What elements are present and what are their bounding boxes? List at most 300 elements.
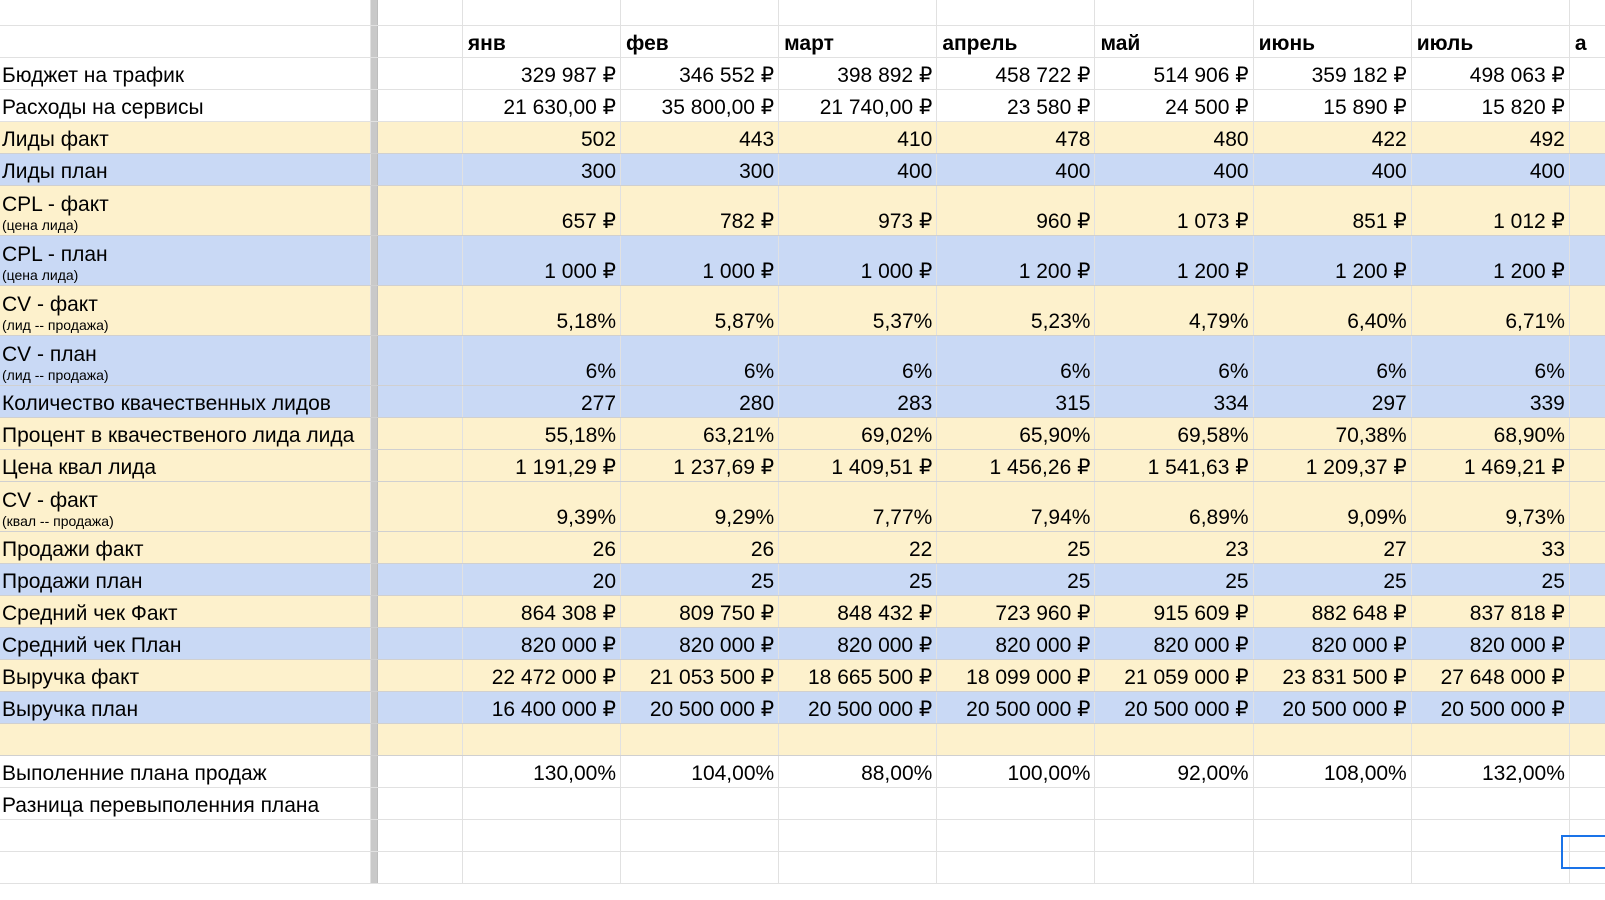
cell[interactable] bbox=[377, 335, 462, 385]
value-cell[interactable]: 915 609 ₽ bbox=[1095, 595, 1253, 627]
value-cell[interactable] bbox=[1253, 819, 1411, 851]
cell[interactable] bbox=[1569, 335, 1605, 385]
cell[interactable] bbox=[377, 57, 462, 89]
cell[interactable] bbox=[377, 185, 462, 235]
value-cell[interactable]: 6% bbox=[462, 335, 620, 385]
value-cell[interactable]: 851 ₽ bbox=[1253, 185, 1411, 235]
value-cell[interactable]: 9,39% bbox=[462, 481, 620, 531]
value-cell[interactable]: 4,79% bbox=[1095, 285, 1253, 335]
table-row bbox=[0, 235, 1605, 285]
freeze-bar bbox=[370, 285, 377, 335]
value-cell[interactable]: 498 063 ₽ bbox=[1411, 57, 1569, 89]
value-cell[interactable]: 820 000 ₽ bbox=[621, 627, 779, 659]
cell[interactable] bbox=[377, 595, 462, 627]
cell[interactable] bbox=[377, 691, 462, 723]
freeze-bar bbox=[370, 659, 377, 691]
value-cell[interactable] bbox=[937, 819, 1095, 851]
value-cell[interactable]: 23 580 ₽ bbox=[937, 89, 1095, 121]
value-cell[interactable]: 329 987 ₽ bbox=[462, 57, 620, 89]
value-cell[interactable] bbox=[1095, 851, 1253, 883]
freeze-bar bbox=[370, 417, 377, 449]
row-label[interactable] bbox=[0, 285, 370, 335]
month-header[interactable]: а bbox=[1569, 25, 1605, 57]
cell[interactable] bbox=[1569, 417, 1605, 449]
cell[interactable] bbox=[377, 89, 462, 121]
row-label-sub: (цена лида) bbox=[2, 216, 79, 233]
value-cell[interactable]: 283 bbox=[779, 385, 937, 417]
cell[interactable] bbox=[1569, 0, 1605, 25]
cell[interactable] bbox=[1569, 563, 1605, 595]
value-cell[interactable]: 20 500 000 ₽ bbox=[621, 691, 779, 723]
value-cell[interactable]: 15 820 ₽ bbox=[1411, 89, 1569, 121]
value-cell[interactable]: 21 630,00 ₽ bbox=[462, 89, 620, 121]
value-cell[interactable]: 864 308 ₽ bbox=[462, 595, 620, 627]
freeze-bar bbox=[370, 153, 377, 185]
value-cell[interactable]: 1 200 ₽ bbox=[1253, 235, 1411, 285]
row-label-main: CPL - план bbox=[2, 242, 108, 266]
cell[interactable] bbox=[1411, 0, 1569, 25]
cell[interactable] bbox=[1569, 723, 1605, 755]
freeze-bar bbox=[370, 385, 377, 417]
value-cell[interactable]: 108,00% bbox=[1253, 755, 1411, 787]
value-cell[interactable]: 1 237,69 ₽ bbox=[621, 449, 779, 481]
value-cell[interactable]: 848 432 ₽ bbox=[779, 595, 937, 627]
value-cell[interactable]: 26 bbox=[462, 531, 620, 563]
cell[interactable] bbox=[1569, 659, 1605, 691]
value-cell[interactable] bbox=[1095, 819, 1253, 851]
month-header[interactable]: июнь bbox=[1253, 25, 1411, 57]
freeze-bar bbox=[370, 57, 377, 89]
freeze-bar bbox=[370, 627, 377, 659]
freeze-bar bbox=[370, 121, 377, 153]
value-cell[interactable]: 400 bbox=[1411, 153, 1569, 185]
row-label[interactable]: Средний чек Факт bbox=[0, 595, 370, 627]
cell[interactable] bbox=[779, 0, 937, 25]
value-cell[interactable]: 7,94% bbox=[937, 481, 1095, 531]
cell[interactable] bbox=[377, 723, 462, 755]
value-cell[interactable]: 820 000 ₽ bbox=[462, 627, 620, 659]
value-cell[interactable]: 21 059 000 ₽ bbox=[1095, 659, 1253, 691]
value-cell[interactable]: 25 bbox=[1411, 563, 1569, 595]
row-label-sub: (цена лида) bbox=[2, 266, 79, 283]
row-label[interactable]: Лиды план bbox=[0, 153, 370, 185]
value-cell[interactable] bbox=[779, 819, 937, 851]
freeze-bar bbox=[370, 819, 377, 851]
value-cell[interactable]: 1 000 ₽ bbox=[462, 235, 620, 285]
row-label-sub: (лид -- продажа) bbox=[2, 366, 109, 383]
value-cell[interactable]: 20 500 000 ₽ bbox=[1411, 691, 1569, 723]
cell[interactable] bbox=[377, 851, 462, 883]
value-cell[interactable] bbox=[1253, 723, 1411, 755]
cell[interactable] bbox=[1569, 531, 1605, 563]
value-cell[interactable]: 837 818 ₽ bbox=[1411, 595, 1569, 627]
value-cell[interactable] bbox=[621, 819, 779, 851]
cell[interactable] bbox=[937, 0, 1095, 25]
value-cell[interactable]: 400 bbox=[1095, 153, 1253, 185]
value-cell[interactable]: 723 960 ₽ bbox=[937, 595, 1095, 627]
row-label[interactable]: Процент в квачественого лида лида bbox=[0, 417, 370, 449]
selected-cell[interactable] bbox=[1561, 835, 1605, 869]
value-cell[interactable]: 5,18% bbox=[462, 285, 620, 335]
value-cell[interactable]: 1 000 ₽ bbox=[779, 235, 937, 285]
row-label[interactable]: Лиды факт bbox=[0, 121, 370, 153]
value-cell[interactable]: 100,00% bbox=[937, 755, 1095, 787]
table-row bbox=[0, 153, 1605, 185]
value-cell[interactable]: 782 ₽ bbox=[621, 185, 779, 235]
value-cell[interactable]: 130,00% bbox=[462, 755, 620, 787]
value-cell[interactable]: 6% bbox=[621, 335, 779, 385]
value-cell[interactable]: 882 648 ₽ bbox=[1253, 595, 1411, 627]
value-cell[interactable]: 15 890 ₽ bbox=[1253, 89, 1411, 121]
table-row bbox=[0, 449, 1605, 481]
value-cell[interactable]: 1 191,29 ₽ bbox=[462, 449, 620, 481]
header-row bbox=[0, 25, 1605, 57]
value-cell[interactable]: 400 bbox=[1253, 153, 1411, 185]
value-cell[interactable]: 820 000 ₽ bbox=[1253, 627, 1411, 659]
value-cell[interactable] bbox=[779, 723, 937, 755]
value-cell[interactable]: 27 bbox=[1253, 531, 1411, 563]
row-label[interactable]: Средний чек План bbox=[0, 627, 370, 659]
cell[interactable] bbox=[377, 627, 462, 659]
value-cell[interactable]: 1 456,26 ₽ bbox=[937, 449, 1095, 481]
value-cell[interactable]: 458 722 ₽ bbox=[937, 57, 1095, 89]
value-cell[interactable] bbox=[462, 787, 620, 819]
row-label-main: CPL - факт bbox=[2, 192, 109, 216]
cell[interactable] bbox=[377, 417, 462, 449]
row-label[interactable] bbox=[0, 723, 370, 755]
value-cell[interactable]: 1 000 ₽ bbox=[621, 235, 779, 285]
cell[interactable] bbox=[1569, 121, 1605, 153]
value-cell[interactable] bbox=[1411, 851, 1569, 883]
value-cell[interactable]: 69,02% bbox=[779, 417, 937, 449]
cell[interactable] bbox=[621, 0, 779, 25]
value-cell[interactable]: 820 000 ₽ bbox=[1411, 627, 1569, 659]
cell[interactable] bbox=[462, 0, 620, 25]
cell[interactable] bbox=[1569, 481, 1605, 531]
value-cell[interactable]: 20 500 000 ₽ bbox=[779, 691, 937, 723]
row-label[interactable] bbox=[0, 235, 370, 285]
cell[interactable] bbox=[1095, 0, 1253, 25]
row-label-sub: (квал -- продажа) bbox=[2, 512, 114, 529]
value-cell[interactable]: 5,23% bbox=[937, 285, 1095, 335]
value-cell[interactable]: 297 bbox=[1253, 385, 1411, 417]
row-label[interactable] bbox=[0, 819, 370, 851]
value-cell[interactable]: 25 bbox=[1095, 563, 1253, 595]
month-header[interactable]: май bbox=[1095, 25, 1253, 57]
value-cell[interactable] bbox=[1095, 723, 1253, 755]
cell[interactable] bbox=[377, 787, 462, 819]
value-cell[interactable]: 1 541,63 ₽ bbox=[1095, 449, 1253, 481]
cell[interactable] bbox=[377, 121, 462, 153]
table-row bbox=[0, 285, 1605, 335]
freeze-bar bbox=[370, 185, 377, 235]
value-cell[interactable] bbox=[937, 787, 1095, 819]
cell[interactable] bbox=[1569, 57, 1605, 89]
value-cell[interactable]: 277 bbox=[462, 385, 620, 417]
value-cell[interactable]: 359 182 ₽ bbox=[1253, 57, 1411, 89]
value-cell[interactable]: 68,90% bbox=[1411, 417, 1569, 449]
value-cell[interactable] bbox=[462, 851, 620, 883]
value-cell[interactable]: 69,58% bbox=[1095, 417, 1253, 449]
value-cell[interactable] bbox=[462, 723, 620, 755]
freeze-bar bbox=[370, 691, 377, 723]
value-cell[interactable]: 1 200 ₽ bbox=[1095, 235, 1253, 285]
row-label[interactable] bbox=[0, 185, 370, 235]
value-cell[interactable]: 492 bbox=[1411, 121, 1569, 153]
value-cell[interactable]: 33 bbox=[1411, 531, 1569, 563]
cell[interactable] bbox=[377, 563, 462, 595]
cell[interactable] bbox=[1569, 691, 1605, 723]
freeze-bar bbox=[370, 25, 377, 57]
cell[interactable] bbox=[1569, 185, 1605, 235]
table-row bbox=[0, 335, 1605, 385]
table-row bbox=[0, 755, 1605, 787]
value-cell[interactable]: 820 000 ₽ bbox=[937, 627, 1095, 659]
value-cell[interactable] bbox=[621, 851, 779, 883]
freeze-bar bbox=[370, 563, 377, 595]
month-header[interactable]: апрель bbox=[937, 25, 1095, 57]
freeze-bar bbox=[370, 595, 377, 627]
cell[interactable] bbox=[1253, 0, 1411, 25]
value-cell[interactable]: 300 bbox=[462, 153, 620, 185]
value-cell[interactable] bbox=[937, 723, 1095, 755]
value-cell[interactable]: 809 750 ₽ bbox=[621, 595, 779, 627]
value-cell[interactable]: 25 bbox=[1253, 563, 1411, 595]
value-cell[interactable]: 104,00% bbox=[621, 755, 779, 787]
value-cell[interactable]: 24 500 ₽ bbox=[1095, 89, 1253, 121]
value-cell[interactable]: 6% bbox=[1095, 335, 1253, 385]
row-label-main: CV - план bbox=[2, 342, 97, 366]
month-header[interactable]: янв bbox=[462, 25, 620, 57]
row-label[interactable]: Выручка план bbox=[0, 691, 370, 723]
value-cell[interactable]: 422 bbox=[1253, 121, 1411, 153]
cell[interactable] bbox=[377, 449, 462, 481]
cell[interactable] bbox=[1569, 235, 1605, 285]
row-label[interactable]: Расходы на сервисы bbox=[0, 89, 370, 121]
value-cell[interactable]: 280 bbox=[621, 385, 779, 417]
value-cell[interactable]: 20 bbox=[462, 563, 620, 595]
value-cell[interactable]: 25 bbox=[779, 563, 937, 595]
value-cell[interactable] bbox=[937, 851, 1095, 883]
row-label[interactable]: Выполенние плана продаж bbox=[0, 755, 370, 787]
table-row bbox=[0, 787, 1605, 819]
value-cell[interactable]: 132,00% bbox=[1411, 755, 1569, 787]
cell[interactable] bbox=[377, 285, 462, 335]
value-cell[interactable]: 820 000 ₽ bbox=[1095, 627, 1253, 659]
cell[interactable] bbox=[1569, 449, 1605, 481]
value-cell[interactable]: 18 665 500 ₽ bbox=[779, 659, 937, 691]
value-cell[interactable]: 22 bbox=[779, 531, 937, 563]
value-cell[interactable]: 339 bbox=[1411, 385, 1569, 417]
value-cell[interactable]: 478 bbox=[937, 121, 1095, 153]
row-label[interactable]: Продажи факт bbox=[0, 531, 370, 563]
cell[interactable] bbox=[377, 235, 462, 285]
value-cell[interactable]: 9,29% bbox=[621, 481, 779, 531]
table-row bbox=[0, 691, 1605, 723]
value-cell[interactable]: 410 bbox=[779, 121, 937, 153]
value-cell[interactable]: 1 200 ₽ bbox=[1411, 235, 1569, 285]
value-cell[interactable]: 1 209,37 ₽ bbox=[1253, 449, 1411, 481]
value-cell[interactable]: 63,21% bbox=[621, 417, 779, 449]
value-cell[interactable]: 514 906 ₽ bbox=[1095, 57, 1253, 89]
table-row bbox=[0, 185, 1605, 235]
cell[interactable] bbox=[377, 385, 462, 417]
table-row bbox=[0, 563, 1605, 595]
value-cell[interactable]: 20 500 000 ₽ bbox=[1095, 691, 1253, 723]
value-cell[interactable]: 6% bbox=[1253, 335, 1411, 385]
value-cell[interactable]: 20 500 000 ₽ bbox=[937, 691, 1095, 723]
cell[interactable] bbox=[0, 0, 370, 25]
cell[interactable] bbox=[377, 755, 462, 787]
row-label[interactable]: Продажи план bbox=[0, 563, 370, 595]
value-cell[interactable]: 657 ₽ bbox=[462, 185, 620, 235]
value-cell[interactable]: 960 ₽ bbox=[937, 185, 1095, 235]
value-cell[interactable]: 5,37% bbox=[779, 285, 937, 335]
table-row bbox=[0, 819, 1605, 851]
cell[interactable] bbox=[377, 153, 462, 185]
value-cell[interactable] bbox=[621, 787, 779, 819]
value-cell[interactable]: 65,90% bbox=[937, 417, 1095, 449]
value-cell[interactable]: 26 bbox=[621, 531, 779, 563]
value-cell[interactable]: 480 bbox=[1095, 121, 1253, 153]
table-row bbox=[0, 627, 1605, 659]
value-cell[interactable]: 1 200 ₽ bbox=[937, 235, 1095, 285]
row-label[interactable]: Цена квал лида bbox=[0, 449, 370, 481]
value-cell[interactable]: 6% bbox=[937, 335, 1095, 385]
freeze-bar bbox=[370, 531, 377, 563]
value-cell[interactable]: 6% bbox=[1411, 335, 1569, 385]
value-cell[interactable]: 398 892 ₽ bbox=[779, 57, 937, 89]
row-label[interactable]: Выручка факт bbox=[0, 659, 370, 691]
cell[interactable] bbox=[377, 531, 462, 563]
value-cell[interactable]: 55,18% bbox=[462, 417, 620, 449]
value-cell[interactable] bbox=[1411, 787, 1569, 819]
value-cell[interactable]: 6,71% bbox=[1411, 285, 1569, 335]
value-cell[interactable] bbox=[1411, 819, 1569, 851]
value-cell[interactable]: 9,73% bbox=[1411, 481, 1569, 531]
value-cell[interactable] bbox=[1411, 723, 1569, 755]
value-cell[interactable]: 6,40% bbox=[1253, 285, 1411, 335]
value-cell[interactable]: 35 800,00 ₽ bbox=[621, 89, 779, 121]
cell[interactable] bbox=[1569, 89, 1605, 121]
value-cell[interactable]: 16 400 000 ₽ bbox=[462, 691, 620, 723]
value-cell[interactable] bbox=[779, 851, 937, 883]
value-cell[interactable]: 6% bbox=[779, 335, 937, 385]
value-cell[interactable] bbox=[1095, 787, 1253, 819]
table-row bbox=[0, 121, 1605, 153]
value-cell[interactable]: 22 472 000 ₽ bbox=[462, 659, 620, 691]
cell[interactable] bbox=[1569, 385, 1605, 417]
cell[interactable] bbox=[1569, 787, 1605, 819]
value-cell[interactable]: 400 bbox=[779, 153, 937, 185]
value-cell[interactable]: 300 bbox=[621, 153, 779, 185]
cell[interactable] bbox=[377, 25, 462, 57]
value-cell[interactable]: 18 099 000 ₽ bbox=[937, 659, 1095, 691]
freeze-bar bbox=[370, 235, 377, 285]
row-label[interactable] bbox=[0, 481, 370, 531]
cell[interactable] bbox=[1569, 627, 1605, 659]
value-cell[interactable]: 23 bbox=[1095, 531, 1253, 563]
row-label[interactable]: Разница перевыполенния плана bbox=[0, 787, 370, 819]
cell[interactable] bbox=[1569, 285, 1605, 335]
cell[interactable] bbox=[1569, 595, 1605, 627]
freeze-bar bbox=[370, 481, 377, 531]
value-cell[interactable] bbox=[621, 723, 779, 755]
value-cell[interactable]: 1 073 ₽ bbox=[1095, 185, 1253, 235]
value-cell[interactable]: 21 740,00 ₽ bbox=[779, 89, 937, 121]
value-cell[interactable]: 334 bbox=[1095, 385, 1253, 417]
table-row bbox=[0, 531, 1605, 563]
value-cell[interactable]: 20 500 000 ₽ bbox=[1253, 691, 1411, 723]
value-cell[interactable]: 820 000 ₽ bbox=[779, 627, 937, 659]
month-header[interactable]: фев bbox=[621, 25, 779, 57]
row-label[interactable]: Бюджет на трафик bbox=[0, 57, 370, 89]
value-cell[interactable]: 25 bbox=[621, 563, 779, 595]
value-cell[interactable]: 346 552 ₽ bbox=[621, 57, 779, 89]
value-cell[interactable]: 25 bbox=[937, 563, 1095, 595]
value-cell[interactable]: 973 ₽ bbox=[779, 185, 937, 235]
cell[interactable] bbox=[1569, 755, 1605, 787]
table-row bbox=[0, 851, 1605, 883]
table-row bbox=[0, 659, 1605, 691]
value-cell[interactable]: 1 409,51 ₽ bbox=[779, 449, 937, 481]
value-cell[interactable]: 315 bbox=[937, 385, 1095, 417]
freeze-bar bbox=[370, 449, 377, 481]
cell[interactable] bbox=[377, 659, 462, 691]
value-cell[interactable]: 88,00% bbox=[779, 755, 937, 787]
value-cell[interactable] bbox=[462, 819, 620, 851]
freeze-bar bbox=[370, 723, 377, 755]
spacer-row bbox=[0, 0, 1605, 25]
value-cell[interactable] bbox=[1253, 787, 1411, 819]
table-row bbox=[0, 385, 1605, 417]
row-label-main: CV - факт bbox=[2, 488, 98, 512]
cell[interactable] bbox=[377, 0, 462, 25]
freeze-bar bbox=[370, 787, 377, 819]
row-label[interactable] bbox=[0, 851, 370, 883]
month-header[interactable]: июль bbox=[1411, 25, 1569, 57]
value-cell[interactable]: 400 bbox=[937, 153, 1095, 185]
value-cell[interactable] bbox=[779, 787, 937, 819]
table-row bbox=[0, 481, 1605, 531]
value-cell[interactable]: 5,87% bbox=[621, 285, 779, 335]
cell[interactable] bbox=[377, 481, 462, 531]
value-cell[interactable]: 1 469,21 ₽ bbox=[1411, 449, 1569, 481]
freeze-bar bbox=[370, 851, 377, 883]
value-cell[interactable]: 443 bbox=[621, 121, 779, 153]
row-label[interactable] bbox=[0, 335, 370, 385]
value-cell[interactable]: 9,09% bbox=[1253, 481, 1411, 531]
value-cell[interactable]: 6,89% bbox=[1095, 481, 1253, 531]
value-cell[interactable]: 1 012 ₽ bbox=[1411, 185, 1569, 235]
value-cell[interactable]: 92,00% bbox=[1095, 755, 1253, 787]
header-label-cell[interactable] bbox=[0, 25, 370, 57]
value-cell[interactable]: 25 bbox=[937, 531, 1095, 563]
value-cell[interactable]: 27 648 000 ₽ bbox=[1411, 659, 1569, 691]
cell[interactable] bbox=[377, 819, 462, 851]
month-header[interactable]: март bbox=[779, 25, 937, 57]
value-cell[interactable]: 21 053 500 ₽ bbox=[621, 659, 779, 691]
freeze-bar bbox=[370, 755, 377, 787]
value-cell[interactable]: 502 bbox=[462, 121, 620, 153]
value-cell[interactable] bbox=[1253, 851, 1411, 883]
value-cell[interactable]: 23 831 500 ₽ bbox=[1253, 659, 1411, 691]
value-cell[interactable]: 7,77% bbox=[779, 481, 937, 531]
table-row bbox=[0, 417, 1605, 449]
row-label[interactable]: Количество квачественных лидов bbox=[0, 385, 370, 417]
cell[interactable] bbox=[1569, 153, 1605, 185]
value-cell[interactable]: 70,38% bbox=[1253, 417, 1411, 449]
